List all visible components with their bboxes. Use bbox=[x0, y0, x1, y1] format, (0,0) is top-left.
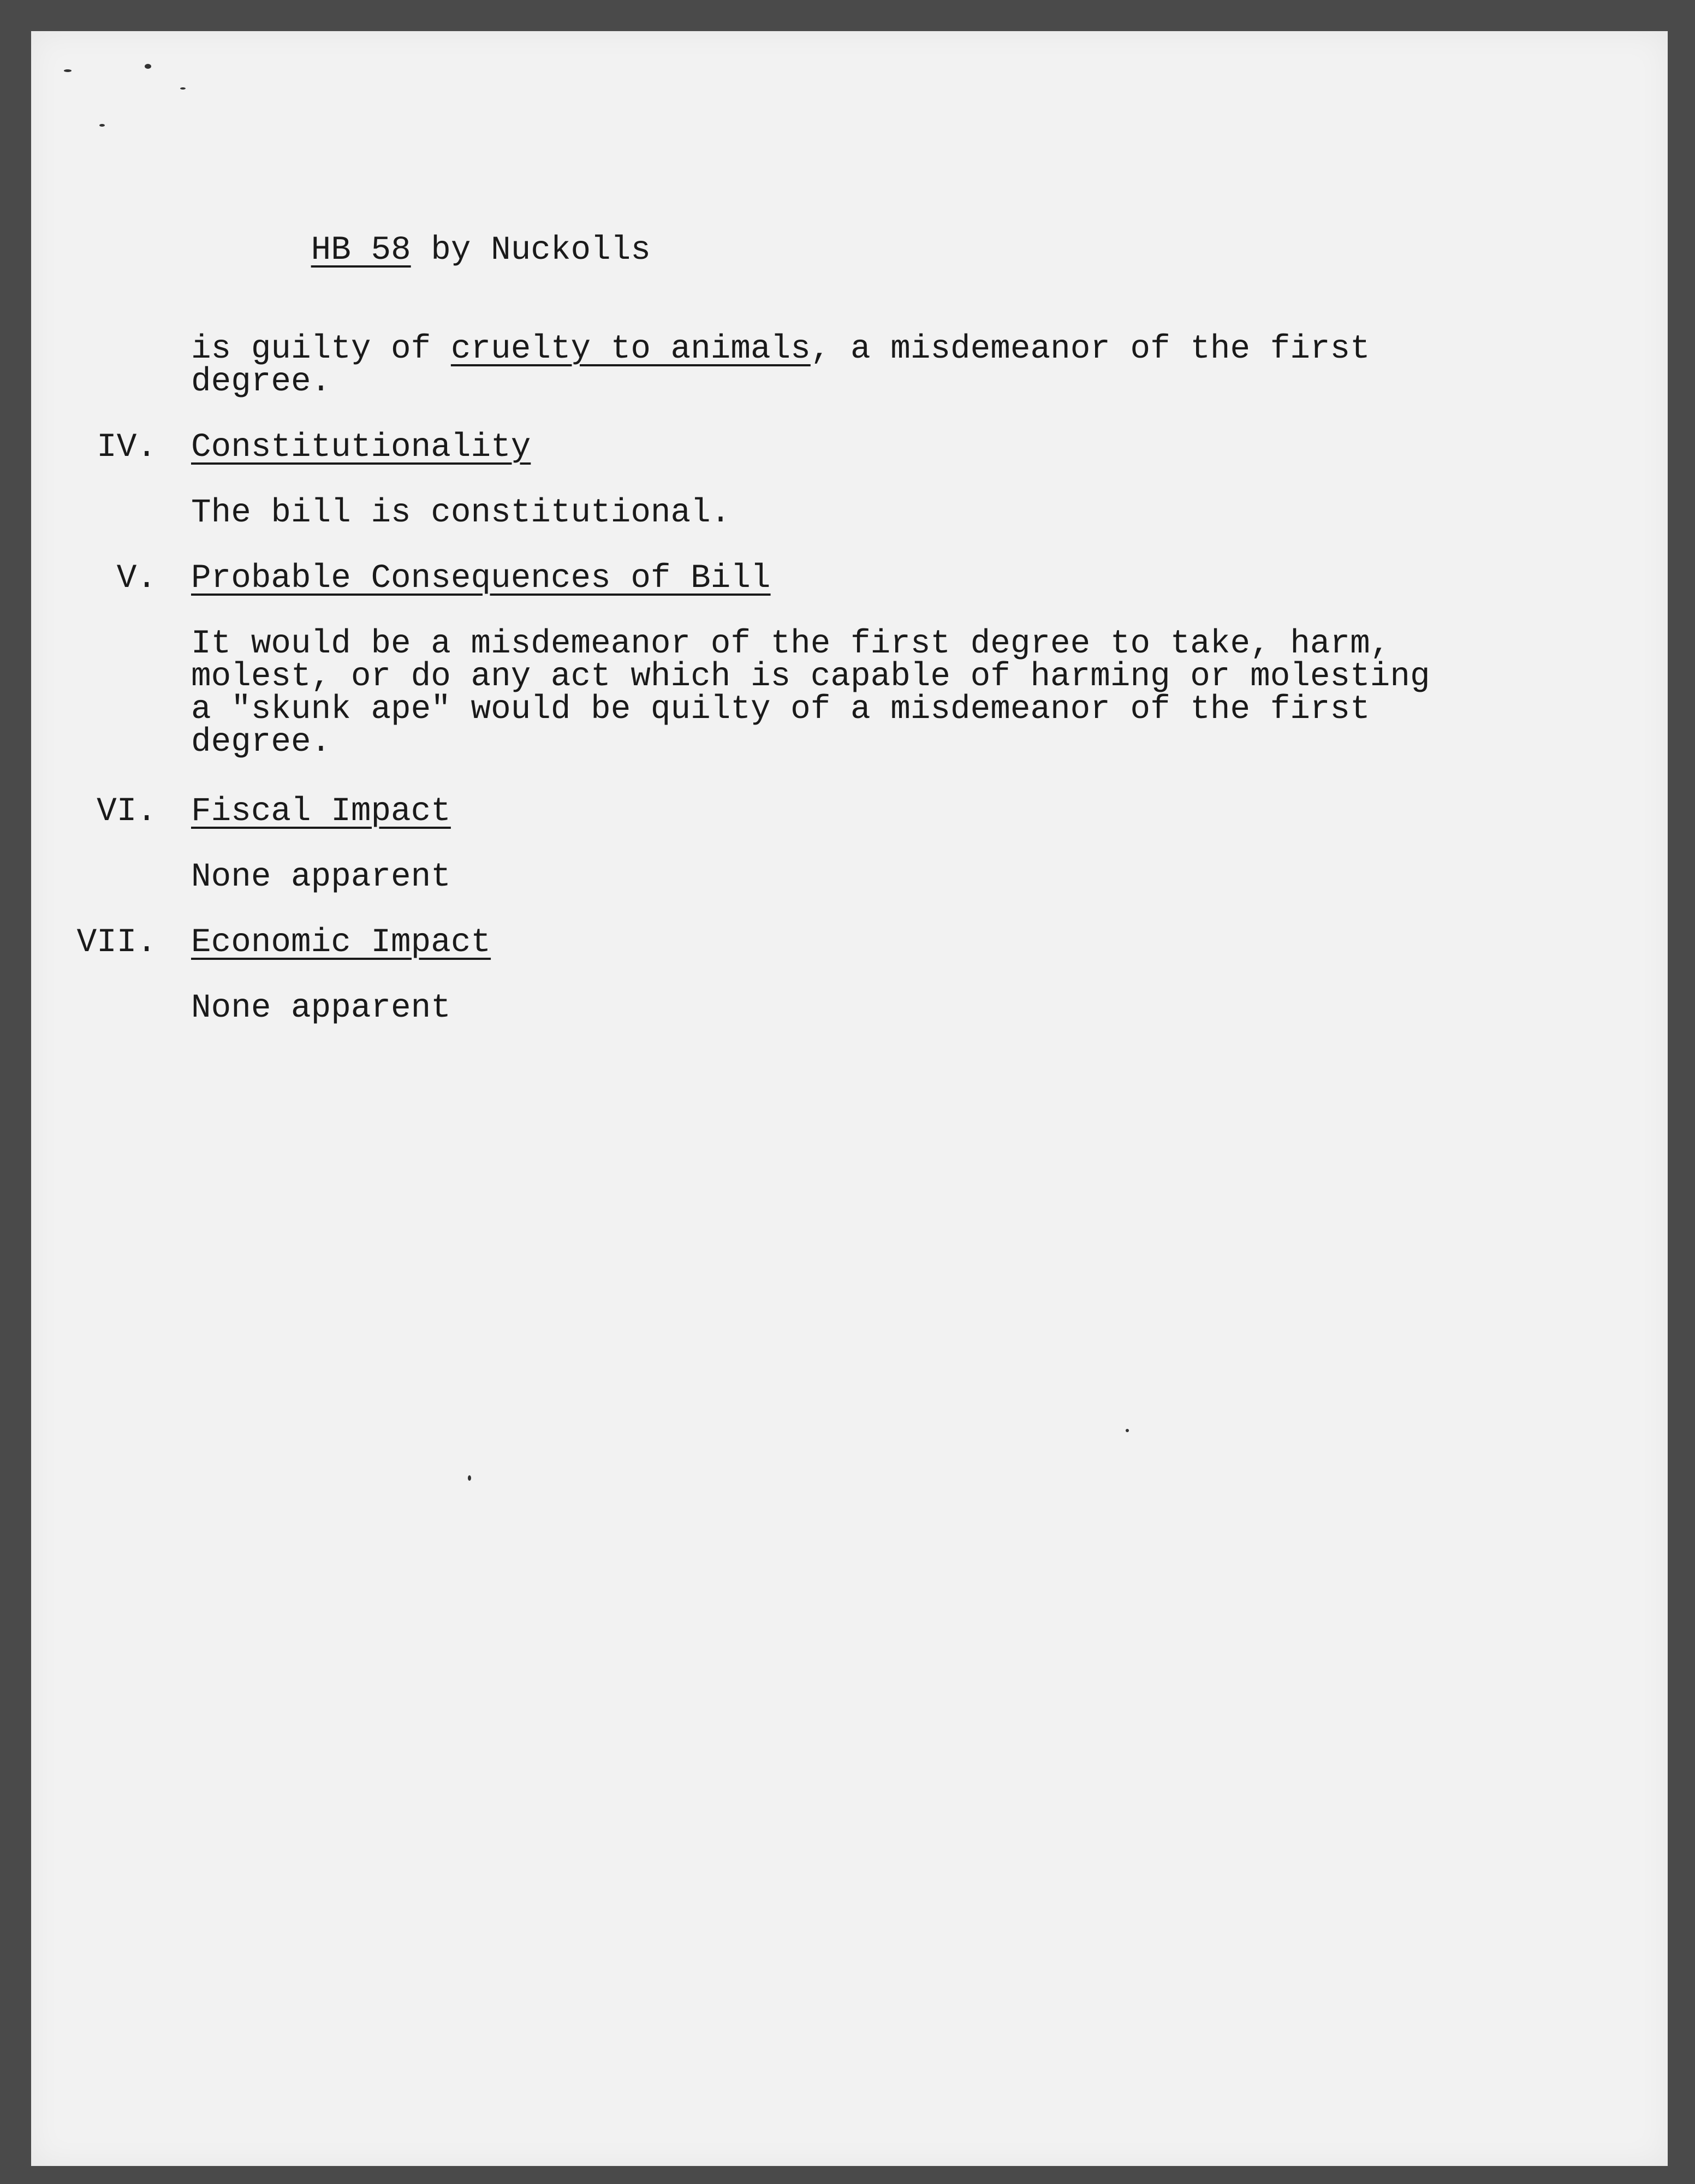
section-body-line: It would be a misdemeanor of the first degree to take, harm, bbox=[191, 625, 1390, 663]
continuation-prefix: is guilty of bbox=[191, 330, 451, 368]
section-body-line: degree. bbox=[191, 723, 331, 761]
continuation-line-2: degree. bbox=[191, 363, 331, 401]
scan-speck bbox=[145, 64, 151, 69]
section-heading: Economic Impact bbox=[191, 924, 491, 962]
continuation-underlined: cruelty to animals bbox=[450, 330, 811, 368]
bill-author: by Nuckolls bbox=[431, 232, 651, 269]
scan-speck bbox=[64, 69, 72, 72]
section-heading: Fiscal Impact bbox=[191, 793, 451, 830]
section-body-line: None apparent bbox=[191, 858, 451, 896]
section-body-line: a "skunk ape" would be quilty of a misdemeanor of the first bbox=[191, 691, 1370, 728]
section-numeral: V. bbox=[116, 560, 157, 597]
scan-speck bbox=[99, 124, 105, 127]
section-numeral: VI. bbox=[97, 793, 157, 830]
continuation-suffix: , a misdemeanor of the first bbox=[810, 330, 1370, 368]
scan-speck bbox=[1126, 1429, 1129, 1432]
section-heading: Probable Consequences of Bill bbox=[191, 560, 771, 597]
scan-speck bbox=[468, 1475, 471, 1481]
document-header bbox=[191, 201, 651, 300]
bill-number: HB 58 bbox=[311, 232, 411, 269]
section-numeral: VII. bbox=[76, 924, 157, 962]
section-body-line: None apparent bbox=[191, 989, 451, 1027]
document-page bbox=[31, 31, 1668, 2166]
section-body-line: molest, or do any act which is capable of harming or molesting bbox=[191, 658, 1430, 696]
continuation-line-1 bbox=[191, 330, 1370, 368]
section-heading: Constitutionality bbox=[191, 429, 531, 466]
section-body-line: The bill is constitutional. bbox=[191, 494, 731, 532]
section-numeral: IV. bbox=[97, 429, 157, 466]
scan-speck bbox=[180, 87, 186, 90]
